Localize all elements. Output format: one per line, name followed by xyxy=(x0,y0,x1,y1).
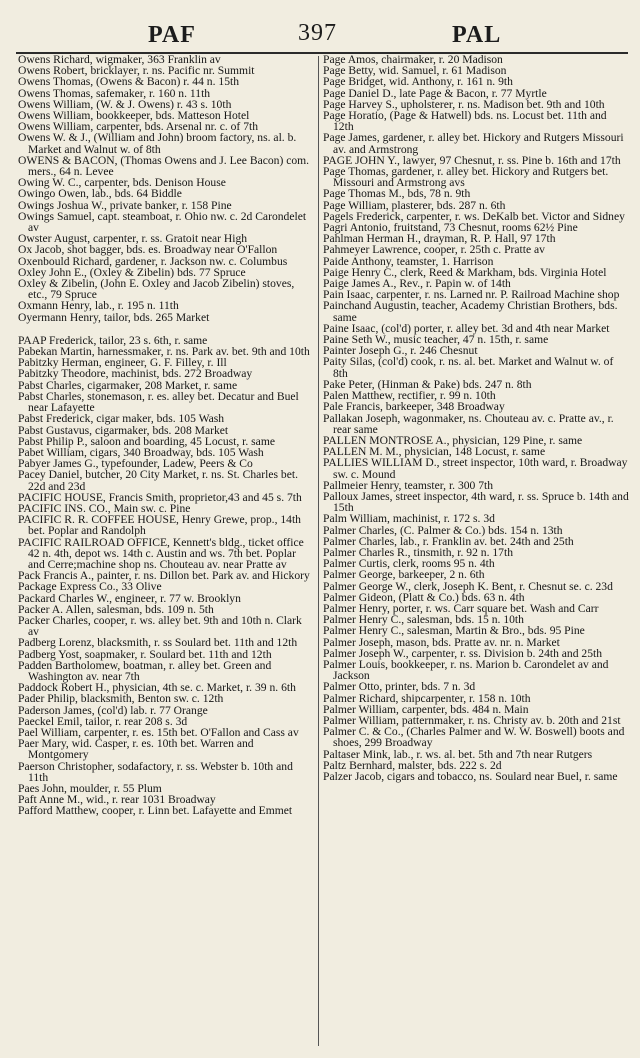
directory-entry: Pain Isaac, carpenter, r. ns. Larned nr. P. Railroad Machine shop xyxy=(323,288,620,302)
directory-entry: OWENS & BACON, (Thomas Owens and J. Lee Bacon) com. mers., 64 n. Levee xyxy=(18,153,310,179)
directory-entry: Owings Joshua W., private banker, r. 158 Pine xyxy=(18,198,232,212)
directory-entry: Owens Richard, wigmaker, 363 Franklin av xyxy=(18,53,221,66)
directory-entry: Owens William, (W. & J. Owens) r. 43 s. 10th xyxy=(18,97,232,111)
directory-entry: Owings Samuel, capt. steamboat, r. Ohio nw. c. 2d Carondelet av xyxy=(18,209,307,235)
directory-entry: Paderson James, (col'd) lab. r. 77 Orange xyxy=(18,703,208,717)
directory-entry: Pafford Matthew, cooper, r. Linn bet. Lafayette and Emmet xyxy=(18,804,293,818)
directory-entry: Owster August, carpenter, r. ss. Gratoit near High xyxy=(18,232,248,246)
directory-entry: Painter Joseph G., r. 246 Chesnut xyxy=(323,344,478,358)
directory-entry: Pack Francis A., painter, r. ns. Dillon bet. Park av. and Hickory xyxy=(18,569,310,583)
directory-entry: Owing W. C., carpenter, bds. Denison House xyxy=(18,176,226,190)
directory-entry: Paige Henry C., clerk, Reed & Markham, bds. Virginia Hotel xyxy=(323,265,607,279)
directory-entry: Palmer George, barkeeper, 2 n. 6th xyxy=(323,568,485,582)
directory-entry: Oxenbould Richard, gardener, r. Jackson nw. c. Columbus xyxy=(18,254,288,268)
directory-entry: Owens Thomas, safemaker, r. 160 n. 11th xyxy=(18,86,211,100)
directory-entry: Owingo Owen, lab., bds. 64 Biddle xyxy=(18,187,182,201)
directory-entry: Pagels Frederick, carpenter, r. ws. DeKalb bet. Victor and Sidney xyxy=(323,209,625,223)
directory-entry: Ox Jacob, shot bagger, bds. es. Broadway near O'Fallon xyxy=(18,243,278,257)
directory-entry: Palmer Charles R., tinsmith, r. 92 n. 17th xyxy=(323,545,514,559)
directory-entry: Palzer Jacob, cigars and tobacco, ns. Soulard near Buel, r. same xyxy=(323,770,618,783)
directory-entry: Palmer Joseph W., carpenter, r. ss. Division b. 24th and 25th xyxy=(323,646,603,660)
directory-entry: PACIFIC RAILROAD OFFICE, Kennett's bldg., ticket office 42 n. 4th, depot ws. 14th c. Austin and ws. 7th bet. Poplar and Cerre;machine shop ns. Chouteau av. near Pratte av xyxy=(18,535,304,571)
directory-entry: Pabst Gustavus, cigarmaker, bds. 208 Market xyxy=(18,423,229,437)
directory-entry: Palmer Louis, bookkeeper, r. ns. Marion b. Carondelet av and Jackson xyxy=(323,657,609,683)
directory-entry: Packer Charles, cooper, r. ws. alley bet. 9th and 10th n. Clark av xyxy=(18,613,302,639)
directory-entry: Paltaser Mink, lab., r. ws. al. bet. 5th and 7th near Rutgers xyxy=(323,747,593,761)
directory-entry: Padden Bartholomew, boatman, r. alley bet. Green and Washington av. near 7th xyxy=(18,658,272,683)
directory-entry: PALLEN MONTROSE A., physician, 129 Pine, r. same xyxy=(323,433,583,447)
directory-entry: Paine Seth W., music teacher, 47 n. 15th, r. same xyxy=(323,333,549,347)
directory-entry: Pabitzky Theodore, machinist, bds. 272 Broadway xyxy=(18,367,253,381)
directory-entry: Page Horatio, (Page & Hatwell) bds. ns. Locust bet. 11th and 12th xyxy=(323,109,607,134)
directory-entry: Oyermann Henry, tailor, bds. 265 Market xyxy=(18,310,210,324)
directory-entry: Painchand Augustin, teacher, Academy Christian Brothers, bds. same xyxy=(323,299,618,324)
directory-entry: Page Amos, chairmaker, r. 20 Madison xyxy=(323,53,503,66)
directory-entry: Palmer Gideon, (Platt & Co.) bds. 63 n. 4th xyxy=(323,590,525,604)
directory-entry: Palmer Joseph, mason, bds. Pratte av. nr. n. Market xyxy=(323,635,560,649)
page-number: 397 xyxy=(298,20,337,46)
directory-entry: PACIFIC INS. CO., Main sw. c. Pine xyxy=(18,501,191,515)
directory-entry: Page Betty, wid. Samuel, r. 61 Madison xyxy=(323,64,507,78)
directory-entry: Palmer George W., clerk, Joseph K. Bent, r. Chesnut se. c. 23d xyxy=(323,579,613,593)
directory-entry: Owens Thomas, (Owens & Bacon) r. 44 n. 15th xyxy=(18,75,240,89)
directory-entry: Oxmann Henry, lab., r. 195 n. 11th xyxy=(18,299,179,313)
directory-entry: PAGE JOHN Y., lawyer, 97 Chesnut, r. ss. Pine b. 16th and 17th xyxy=(323,153,621,167)
directory-entry: Pabekan Martin, harnessmaker, r. ns. Park av. bet. 9th and 10th xyxy=(18,345,310,359)
directory-entry: Packer A. Allen, salesman, bds. 109 n. 5th xyxy=(18,602,214,616)
directory-entry: Palmer C. & Co., (Charles Palmer and W. W. Boswell) boots and shoes, 299 Broadway xyxy=(323,725,625,750)
directory-entry: Pallmeier Henry, teamster, r. 300 7th xyxy=(323,478,494,492)
directory-entry: Padberg Lorenz, blacksmith, r. ss Soulard bet. 11th and 12th xyxy=(18,636,298,650)
directory-entry: Page James, gardener, r. alley bet. Hickory and Rutgers Missouri av. and Armstrong xyxy=(323,131,624,156)
directory-entry: Palmer Richard, shipcarpenter, r. 158 n. 10th xyxy=(323,691,531,705)
directory-entry: Oxley & Zibelin, (John E. Oxley and Jacob Zibelin) stoves, etc., 79 Spruce xyxy=(18,277,295,302)
directory-entry: Pake Peter, (Hinman & Pake) bds. 247 n. 8th xyxy=(323,377,532,391)
directory-entry: Paige James A., Rev., r. Papin w. of 14th xyxy=(323,277,511,291)
directory-entry: Pahlman Herman H., drayman, R. P. Hall, 97 17th xyxy=(323,232,556,246)
directory-entry: Pabitzky Herman, engineer, G. F. Filley, r. Ill xyxy=(18,356,227,370)
directory-entry: Palmer Henry C., salesman, Martin & Bro., bds. 95 Pine xyxy=(323,624,585,638)
directory-entry: Oxley John E., (Oxley & Zibelin) bds. 77 Spruce xyxy=(18,265,246,279)
directory-entry: Pagri Antonio, fruitstand, 73 Chesnut, rooms 62½ Pine xyxy=(323,221,578,235)
directory-entry: Packard Charles W., engineer, r. 77 w. Brooklyn xyxy=(18,591,241,605)
directory-entry: Page Harvey S., upholsterer, r. ns. Madison bet. 9th and 10th xyxy=(323,97,605,111)
directory-entry: Pabst Philip P., saloon and boarding, 45 Locust, r. same xyxy=(18,434,275,448)
directory-entry: Pabst Frederick, cigar maker, bds. 105 Wash xyxy=(18,412,225,426)
directory-entry: PACIFIC HOUSE, Francis Smith, proprietor,43 and 45 s. 7th xyxy=(18,490,302,504)
directory-entry: Paide Anthony, teamster, 1. Harrison xyxy=(323,254,494,268)
directory-entry: Palmer Curtis, clerk, rooms 95 n. 4th xyxy=(323,557,495,571)
directory-entry: Palmer William, patternmaker, r. ns. Christy av. b. 20th and 21st xyxy=(323,713,621,727)
directory-entry: Pabet William, cigars, 340 Broadway, bds. 105 Wash xyxy=(18,445,264,459)
directory-entry: PALLIES WILLIAM D., street inspector, 10th ward, r. Broadway sw. c. Mound xyxy=(323,456,628,481)
directory-entry: PAAP Frederick, tailor, 23 s. 6th, r. same xyxy=(18,333,208,347)
directory-entry: Paerson Christopher, sodafactory, r. ss. Webster b. 10th and 11th xyxy=(18,759,293,784)
directory-entry: Paeckel Emil, tailor, r. rear 208 s. 3d xyxy=(18,714,188,728)
directory-entry: Owens William, bookkeeper, bds. Matteson Hotel xyxy=(18,109,250,123)
directory-entry: Package Express Co., 33 Olive xyxy=(18,580,162,594)
directory-entry: Page William, plasterer, bds. 287 n. 6th xyxy=(323,198,506,212)
directory-entry: Paine Isaac, (col'd) porter, r. alley bet. 3d and 4th near Market xyxy=(323,321,610,335)
directory-entry: Pabst Charles, cigarmaker, 208 Market, r. same xyxy=(18,378,238,392)
directory-entry: Page Bridget, wid. Anthony, r. 161 n. 9th xyxy=(323,75,513,89)
left-column xyxy=(18,54,314,817)
directory-entry: Palen Matthew, rectifier, r. 99 n. 10th xyxy=(323,389,496,403)
directory-entry: Palmer William, carpenter, bds. 484 n. Main xyxy=(323,702,529,716)
directory-entry: Pael William, carpenter, r. es. 15th bet. O'Fallon and Cass av xyxy=(18,725,299,739)
right-column xyxy=(323,54,629,782)
directory-entry: Paes John, moulder, r. 55 Plum xyxy=(18,782,162,795)
directory-entry: Paltz Bernhard, malster, bds. 222 s. 2d xyxy=(323,758,502,772)
directory-entry: Page Thomas, gardener, r. alley bet. Hickory and Rutgers bet. Missouri and Armstrong avs xyxy=(323,165,609,190)
directory-entry: Pallakan Joseph, wagonmaker, ns. Chouteau av. c. Pratte av., r. rear same xyxy=(323,411,614,436)
directory-entry: Pabst Charles, stonemason, r. es. alley bet. Decatur and Buel near Lafayette xyxy=(18,389,299,415)
directory-entry: Paddock Robert H., physician, 4th se. c. Market, r. 39 n. 6th xyxy=(18,681,296,695)
running-head-left: PAF xyxy=(148,22,196,48)
directory-entry: Owens W. & J., (William and John) broom factory, ns. al. b. Market and Walnut w. of 8th xyxy=(18,131,297,156)
directory-entry: Palm William, machinist, r. 172 s. 3d xyxy=(323,512,495,526)
directory-entry: Pahmeyer Lawrence, cooper, r. 25th c. Pratte av xyxy=(323,243,545,257)
directory-entry: Palmer Henry C., salesman, bds. 15 n. 10th xyxy=(323,613,524,627)
directory-entry: Paer Mary, wid. Casper, r. es. 10th bet. Warren and Montgomery xyxy=(18,737,254,762)
directory-entry: Palloux James, street inspector, 4th ward, r. ss. Spruce b. 14th and 15th xyxy=(323,489,629,515)
directory-entry: PALLEN M. M., physician, 148 Locust, r. same xyxy=(323,445,546,459)
directory-entry: PACIFIC R. R. COFFEE HOUSE, Henry Grewe, prop., 14th bet. Poplar and Randolph xyxy=(18,513,301,538)
directory-entry: Page Thomas M., bds, 78 n. 9th xyxy=(323,187,471,201)
directory-entry: Pale Francis, barkeeper, 348 Broadway xyxy=(323,400,505,414)
directory-entry: Pader Philip, blacksmith, Benton sw. c. 12th xyxy=(18,692,224,706)
page-header xyxy=(0,8,640,48)
directory-entry: Palmer Charles, lab., r. Franklin av. bet. 24th and 25th xyxy=(323,534,574,548)
directory-entry: Palmer Henry, porter, r. ws. Carr square bet. Wash and Carr xyxy=(323,601,599,615)
directory-entry: Pacey Daniel, butcher, 20 City Market, r. ns. St. Charles bet. 22d and 23d xyxy=(18,468,298,493)
directory-entry: Page Daniel D., late Page & Bacon, r. 77 Myrtle xyxy=(323,86,547,100)
directory-entry: Padberg Yost, soapmaker, r. Soulard bet. 11th and 12th xyxy=(18,647,272,661)
directory-entry: Paity Silas, (col'd) cook, r. ns. al. bet. Market and Walnut w. of 8th xyxy=(323,355,614,380)
running-head-right: PAL xyxy=(452,22,502,48)
directory-entry: Palmer Otto, printer, bds. 7 n. 3d xyxy=(323,680,476,694)
column-divider xyxy=(318,56,319,1046)
directory-entry: Owens Robert, bricklayer, r. ns. Pacific nr. Summit xyxy=(18,64,255,78)
directory-entry: Owens William, carpenter, bds. Arsenal nr. c. of 7th xyxy=(18,120,259,134)
directory-entry: Palmer Charles, (C. Palmer & Co.) bds. 154 n. 13th xyxy=(323,523,563,537)
directory-entry: Pabyer James G., typefounder, Ladew, Peers & Co xyxy=(18,457,253,471)
directory-entry: Paft Anne M., wid., r. rear 1031 Broadway xyxy=(18,793,216,807)
